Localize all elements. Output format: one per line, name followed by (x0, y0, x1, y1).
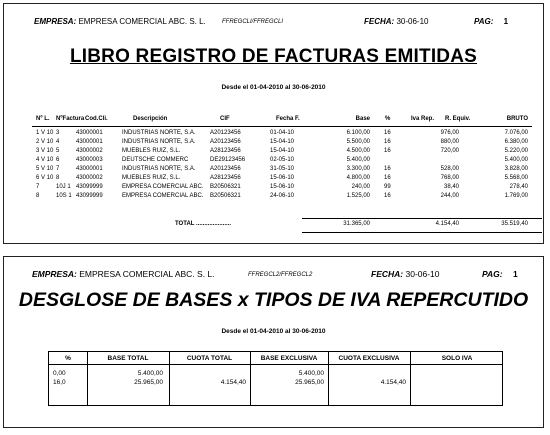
col-header-cuota-exclusiva: CUOTA EXCLUSIVA (338, 355, 400, 362)
cell-descripcion: EMPRESA COMERCIAL ABC. (122, 184, 204, 190)
col-header-base-total: BASE TOTAL (107, 355, 149, 362)
cell-fecha: 31-05-10 (270, 166, 295, 172)
date-range: Desde el 01-04-2010 al 30-06-2010 (221, 84, 326, 91)
cell-cif: A20123456 (210, 139, 241, 145)
col-header-descripcion: Descripción (133, 116, 168, 122)
col-header-solo-iva: SOLO IVA (441, 355, 473, 362)
company-header (32, 269, 215, 279)
cell-base: 4.800,00 (346, 175, 370, 181)
cell-descripcion: MUEBLES RUIZ, S.L. (122, 175, 181, 181)
cell-codcli: 43000001 (76, 130, 103, 136)
cell-nfactura: 5 (56, 148, 60, 154)
invoice-register-report (3, 3, 544, 244)
table-row (32, 130, 532, 139)
page-label: PAG: (482, 269, 503, 279)
cell-base-total: 25.965,00 (134, 379, 163, 386)
report-title: LIBRO REGISTRO DE FACTURAS EMITIDAS (69, 46, 478, 67)
cell-bruto: 1.769,00 (504, 193, 528, 199)
cell-bruto: 6.380,00 (504, 139, 528, 145)
cell-pct: 16 (384, 193, 391, 199)
cell-bruto: 7.076,00 (504, 130, 528, 136)
col-header-bruto: BRUTO (506, 116, 528, 122)
date-range: Desde el 01-04-2010 al 30-06-2010 (221, 328, 326, 335)
table-body (32, 130, 532, 202)
cell-cif: A28123456 (210, 148, 241, 154)
cell-bruto: 278,40 (509, 184, 528, 190)
cell-descripcion: INDUSTRIAS NORTE, S.A. (122, 130, 196, 136)
cell-cif: DE29123456 (210, 157, 246, 163)
table-row (32, 166, 532, 175)
cell-nfactura: 10J 1 (56, 184, 71, 190)
cell-pct: 16 (384, 175, 391, 181)
cell-base: 5.400,00 (346, 157, 370, 163)
company-name: EMPRESA COMERCIAL ABC. S. L. (79, 269, 215, 279)
cell-nfactura: 8 (56, 175, 60, 181)
cell-bruto: 3.828,00 (504, 166, 528, 172)
cell-pct: 16 (384, 130, 391, 136)
total-bruto: 35.519,40 (501, 221, 528, 227)
cell-base: 3.300,00 (346, 166, 370, 172)
cell-cif: B20506321 (210, 184, 241, 190)
col-header-nfactura: NºFactura (56, 116, 85, 122)
cell-fecha: 15-04-10 (270, 148, 295, 154)
cell-base: 240,00 (351, 184, 370, 190)
cell-codcli: 43000001 (76, 166, 103, 172)
cell-fecha: 01-04-10 (270, 130, 295, 136)
col-header-base: Base (355, 116, 370, 122)
report-title: DESGLOSE DE BASES x TIPOS DE IVA REPERCUTIDO (18, 289, 529, 311)
report-code: FFREGCLI/FFREGCLI (222, 19, 284, 25)
cell-n: 1 V 10 (36, 130, 54, 136)
col-header-codcli: Cod.Cli. (85, 116, 108, 122)
date-label: FECHA: (364, 17, 395, 26)
page-header (482, 269, 518, 279)
cell-codcli: 43000002 (76, 148, 103, 154)
table-row (32, 148, 532, 157)
company-label: EMPRESA: (34, 17, 77, 26)
cell-descripcion: INDUSTRIAS NORTE, S.A. (122, 166, 196, 172)
col-header-n: Nº L. (36, 116, 50, 122)
cell-pct: 0,00 (53, 370, 66, 377)
table-row (32, 139, 532, 148)
cell-bruto: 5.400,00 (504, 157, 528, 163)
cell-ivarep: 720,00 (440, 148, 459, 154)
col-header-ivarep: Iva Rep. (411, 116, 435, 122)
cell-n: 8 (36, 193, 40, 199)
cell-bruto: 5.568,00 (504, 175, 528, 181)
total-row (32, 221, 532, 230)
header-rule (32, 126, 532, 127)
cell-ivarep: 976,00 (440, 130, 459, 136)
col-divider (410, 352, 411, 405)
cell-fecha: 15-06-10 (270, 175, 295, 181)
cell-pct: 16 (384, 166, 391, 172)
cell-ivarep: 880,00 (440, 139, 459, 145)
col-header-cif: CIF (220, 116, 230, 122)
cell-cif: A28123456 (210, 175, 241, 181)
page-number: 1 (503, 17, 509, 26)
cell-cif: A20123456 (210, 166, 241, 172)
cell-n: 3 V 10 (36, 148, 54, 154)
cell-cuota-exclusiva: 4.154,40 (380, 379, 406, 386)
total-base: 31.365,00 (343, 221, 370, 227)
cell-descripcion: MUEBLES RUIZ, S.L. (122, 148, 181, 154)
cell-fecha: 15-04-10 (270, 139, 295, 145)
cell-pct: 16,0 (53, 379, 66, 386)
cell-codcli: 43000001 (76, 139, 103, 145)
cell-codcli: 43000003 (76, 157, 103, 163)
cell-descripcion: EMPRESA COMERCIAL ABC. (122, 193, 204, 199)
page-number: 1 (513, 269, 518, 279)
cell-ivarep: 528,00 (440, 166, 459, 172)
cell-nfactura: 3 (56, 130, 60, 136)
table-row (32, 157, 532, 166)
cell-codcli: 43099999 (76, 184, 103, 190)
cell-ivarep: 38,40 (443, 184, 459, 190)
cell-base-exclusiva: 25.965,00 (295, 379, 324, 386)
date-label: FECHA: (371, 269, 404, 279)
cell-bruto: 5.220,00 (504, 148, 528, 154)
col-header-pct: % (385, 116, 391, 122)
cell-n: 6 V 10 (36, 175, 54, 181)
cell-base-total: 5.400,00 (137, 370, 163, 377)
table-row (32, 175, 532, 184)
cell-cif: A20123456 (210, 130, 241, 136)
cell-nfactura: 7 (56, 166, 60, 172)
cell-codcli: 43000002 (76, 175, 103, 181)
cell-descripcion: INDUSTRIAS NORTE, S.A. (122, 139, 196, 145)
cell-nfactura: 10S 1 (56, 193, 72, 199)
company-header (34, 17, 206, 26)
cell-base-exclusiva: 5.400,00 (298, 370, 324, 377)
cell-nfactura: 4 (56, 139, 60, 145)
cell-fecha: 15-06-10 (270, 184, 295, 190)
cell-pct: 16 (384, 139, 391, 145)
table-row (32, 193, 532, 202)
table-header (32, 116, 532, 125)
cell-pct: 99 (384, 184, 391, 190)
col-header-base-exclusiva: BASE EXCLUSIVA (260, 355, 318, 362)
cell-cuota-total: 4.154,40 (220, 379, 246, 386)
total-rule-top (302, 218, 542, 219)
cell-codcli: 43099999 (76, 193, 103, 199)
cell-pct: 16 (384, 148, 391, 154)
cell-descripcion: DEUTSCHE COMMERC (122, 157, 189, 163)
table-row (32, 184, 532, 193)
total-iva: 4.154,40 (435, 221, 459, 227)
date-header (371, 269, 440, 279)
cell-fecha: 02-05-10 (270, 157, 295, 163)
invoice-table (32, 116, 532, 202)
cell-ivarep: 244,00 (440, 193, 459, 199)
company-label: EMPRESA: (32, 269, 77, 279)
vat-table (48, 351, 503, 406)
col-header-fecha: Fecha F. (276, 116, 300, 122)
cell-fecha: 24-06-10 (270, 193, 295, 199)
table-header (49, 352, 502, 365)
cell-n: 4 V 10 (36, 157, 54, 163)
date-value: 30-06-10 (396, 17, 429, 26)
col-header-req: R. Equiv. (445, 116, 471, 122)
cell-base: 1.525,00 (346, 193, 370, 199)
date-value: 30-06-10 (405, 269, 440, 279)
total-rule-bottom (302, 232, 542, 233)
total-label: TOTAL ..................... (175, 221, 232, 227)
cell-base: 5.500,00 (346, 139, 370, 145)
page-label: PAG: (474, 17, 494, 26)
cell-base: 6.100,00 (346, 130, 370, 136)
date-header (364, 17, 428, 26)
cell-nfactura: 6 (56, 157, 60, 163)
vat-breakdown-report (3, 256, 544, 428)
cell-n: 5 V 10 (36, 166, 54, 172)
cell-n: 7 (36, 184, 40, 190)
report-code: FFREGCL2/FFREGCL2 (248, 272, 313, 278)
cell-n: 2 V 10 (36, 139, 54, 145)
cell-cif: B20506321 (210, 193, 241, 199)
page-header (474, 17, 508, 26)
company-name: EMPRESA COMERCIAL ABC. S. L. (78, 17, 206, 26)
cell-base: 4.500,00 (346, 148, 370, 154)
cell-ivarep: 768,00 (440, 175, 459, 181)
col-header-cuota-total: CUOTA TOTAL (186, 355, 233, 362)
col-header-pct: % (65, 355, 71, 362)
